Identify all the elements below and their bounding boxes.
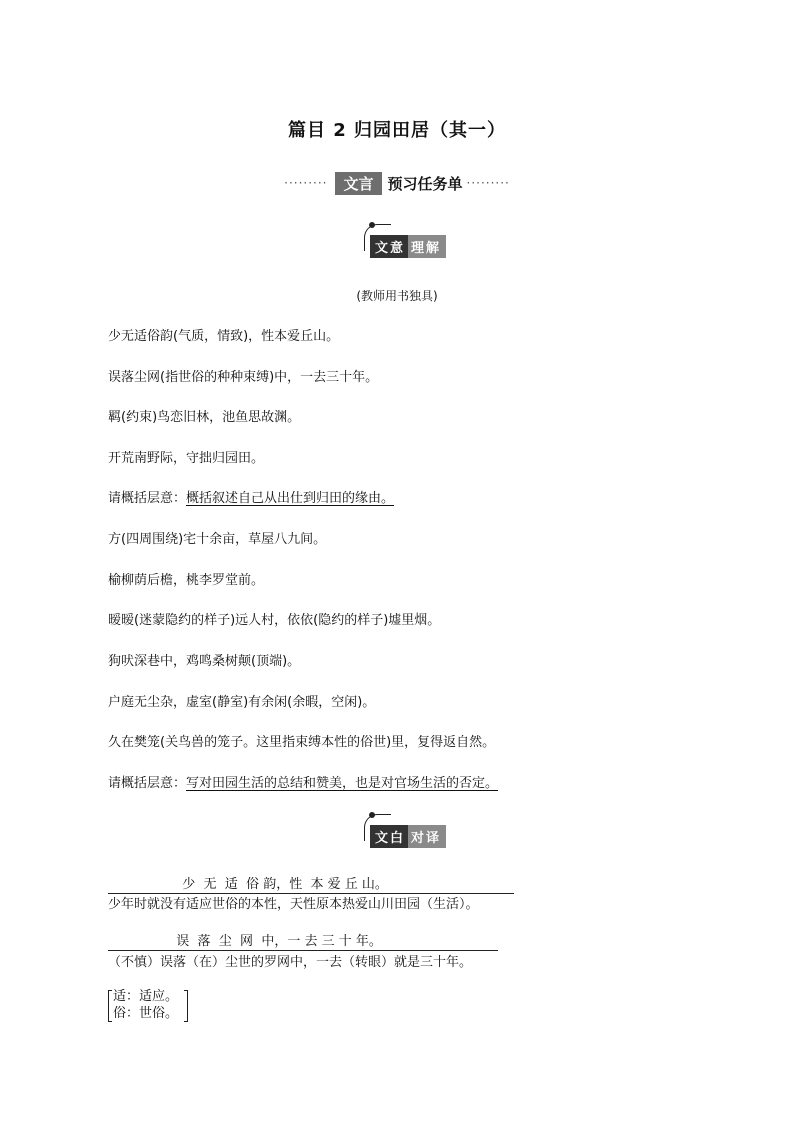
dot-decoration-icon — [369, 222, 375, 228]
banner-box-label: 文言 — [335, 172, 381, 195]
section-label-translation: 文白 对译 — [370, 826, 462, 848]
summary-answer-1: 概括叙述自己从出仕到归田的缘由。 — [186, 491, 395, 506]
arc-decoration-icon — [364, 224, 391, 251]
arc-decoration-icon — [364, 814, 391, 841]
text-line: 方(四周围绕)宅十余亩，草屋八九间。 — [108, 532, 327, 547]
gloss-item: 俗：世俗。 — [113, 1006, 179, 1021]
text-line: 误落尘网(指世俗的种种束缚)中，一去三十年。 — [108, 370, 379, 385]
summary-line-2: 请概括层意：写对田园生活的总结和赞美，也是对官场生活的否定。 — [108, 776, 499, 791]
text-line: 榆柳荫后檐，桃李罗堂前。 — [108, 573, 265, 588]
translation-text-1: 少年时就没有适应世俗的本性，天性原本热爱山川田园（生活）。 — [108, 897, 479, 912]
banner-dots-left: ········· — [284, 176, 328, 190]
text-line: 羁(约束)鸟恋旧林，池鱼思故渊。 — [108, 410, 301, 425]
page-title: 篇目 2 归园田居（其一） — [287, 120, 507, 141]
translation-text-2: （不慎）误落（在）尘世的罗网中，一去（转眼）就是三十年。 — [108, 955, 473, 970]
gloss-box — [108, 988, 178, 1022]
text-line: 少无适俗韵(气质，情致)，性本爱丘山。 — [108, 329, 340, 344]
summary-line-1: 请概括层意：概括叙述自己从出仕到归田的缘由。 — [108, 491, 395, 506]
banner-dots-right: ········· — [466, 176, 510, 190]
bracket-left-icon — [108, 990, 112, 1022]
text-line: 户庭无尘杂，虚室(静室)有余闲(余暇，空闲)。 — [108, 695, 376, 710]
section-label-comprehension: 文意 理解 — [370, 236, 462, 258]
original-text-1: 少 无 适 俗 韵，性 本 爱 丘 山。 — [108, 873, 514, 894]
preview-banner — [0, 172, 794, 194]
gloss-item: 适：适应。 — [113, 989, 179, 1004]
summary-answer-2: 写对田园生活的总结和赞美，也是对官场生活的否定。 — [186, 776, 499, 791]
bracket-right-icon — [184, 990, 188, 1022]
text-line: 久在樊笼(关鸟兽的笼子。这里指束缚本性的俗世)里，复得返自然。 — [108, 735, 496, 750]
text-line: 狗吠深巷中，鸡鸣桑树颠(顶端)。 — [108, 654, 301, 669]
text-line: 开荒南野际，守拙归园田。 — [108, 451, 265, 466]
text-line: 暧暧(迷蒙隐约的样子)远人村，依依(隐约的样子)墟里烟。 — [108, 613, 441, 628]
banner-text: 预习任务单 — [387, 174, 463, 193]
dot-decoration-icon — [369, 812, 375, 818]
teacher-note: (教师用书独具) — [356, 289, 438, 303]
original-text-2: 误 落 尘 网 中，一 去 三 十 年。 — [108, 930, 498, 951]
